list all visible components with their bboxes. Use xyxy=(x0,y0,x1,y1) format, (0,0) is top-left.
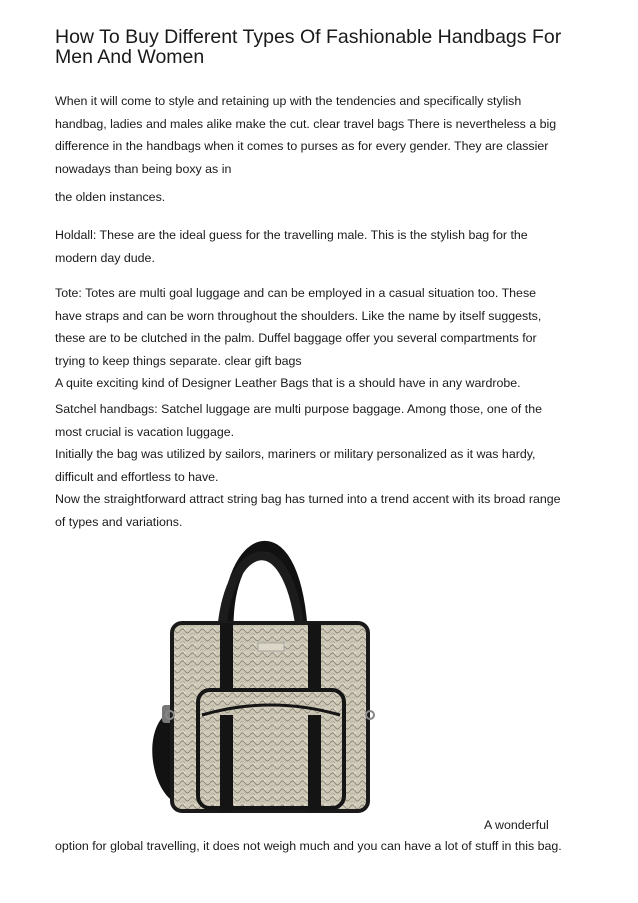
text-line: of types and variations. xyxy=(55,514,183,529)
text-line: have straps and can be worn throughout the shoulders. Like the name by itself suggests, xyxy=(55,308,542,323)
front-pocket xyxy=(198,690,344,808)
olden-paragraph xyxy=(55,186,595,209)
text-line: Initially the bag was utilized by sailors, mariners or military personalized as it was hardy, xyxy=(55,447,536,461)
intro-paragraph xyxy=(55,90,595,180)
text-line: these are to be clutched in the palm. Duffel baggage offer you several compartments for xyxy=(55,331,537,345)
text-line: trying to keep things separate. clear gift bags xyxy=(55,353,302,368)
text-line: Tote: Totes are multi goal luggage and can be employed in a casual situation too. These xyxy=(55,286,537,300)
caption-right-text: A wonderful xyxy=(484,818,549,832)
brand-tag xyxy=(258,643,284,651)
holdall-paragraph xyxy=(55,224,595,269)
text-line: difference in the handbags when it comes to purses as for every gender. They are classier xyxy=(55,139,549,153)
text-line: Holdall: These are the ideal guess for the travelling male. This is the stylish bag for the xyxy=(55,228,528,242)
page-title xyxy=(55,27,595,67)
text-line: nowadays than being boxy as in xyxy=(55,161,232,176)
text-line: the olden instances. xyxy=(55,190,166,204)
text-line: modern day dude. xyxy=(55,250,155,265)
caption-text: option for global travelling, it does not weigh much and you can have a lot of stuff in this bag. xyxy=(55,839,562,853)
text-line: Now the straightforward attract string bag has turned into a trend accent with its broad range xyxy=(55,492,561,506)
handbag-image xyxy=(110,515,410,815)
title-line-1: How To Buy Different Types Of Fashionable Handbags For xyxy=(55,26,562,48)
satchel-paragraph xyxy=(55,398,595,533)
text-line: most crucial is vacation luggage. xyxy=(55,424,235,439)
title-line-2: Men And Women xyxy=(55,46,205,68)
text-line: difficult and effortless to have. xyxy=(55,469,219,484)
tote-paragraph xyxy=(55,282,595,395)
text-line: handbag, ladies and males alike make the cut. clear travel bags There is nevertheless a big xyxy=(55,116,557,131)
text-line: When it will come to style and retaining up with the tendencies and specifically stylish xyxy=(55,94,522,108)
text-line: A quite exciting kind of Designer Leather Bags that is a should have in any wardrobe. xyxy=(55,376,521,390)
text-line: Satchel handbags: Satchel luggage are multi purpose baggage. Among those, one of the xyxy=(55,402,543,416)
